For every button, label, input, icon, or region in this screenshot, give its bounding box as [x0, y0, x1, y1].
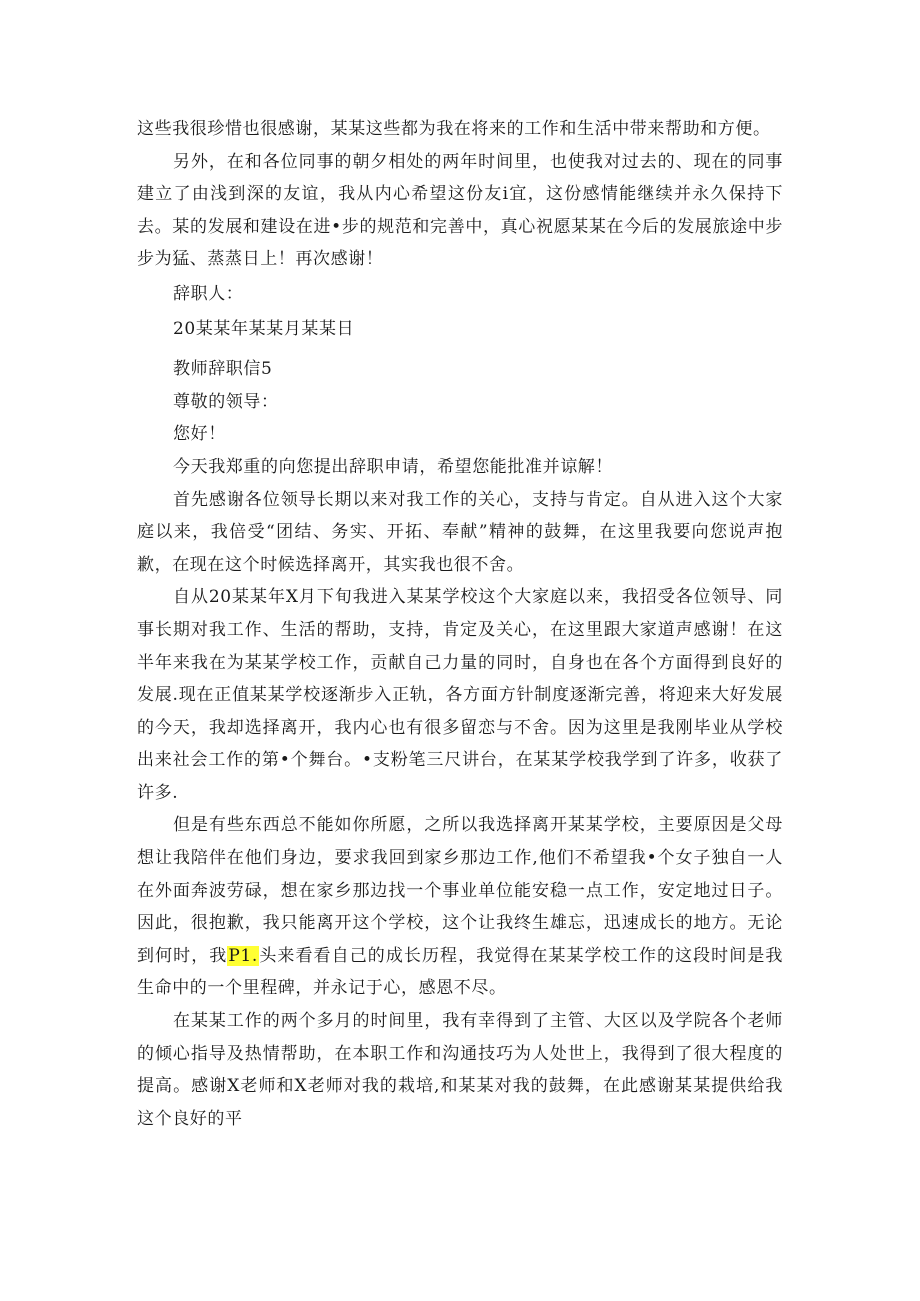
paragraph-4: 首先感谢各位领导长期以来对我工作的关心，支持与肯定。自从进入这个大家庭以来，我倍受“团结、务实、开拓、奉献”精神的鼓舞，在这里我要向您说声抱歉，在现在这个时候选择离开，其实我也很不舍。 [137, 489, 783, 575]
salutation: 尊敬的领导： [173, 391, 279, 412]
paragraph-6-text-a: 但是有些东西总不能如你所愿，之所以我选择离开某某学校，主要原因是父母想让我陪伴在他们身边，要求我回到家乡那边工作,他们不希望我•个女子独自一人在外面奔波劳碌，想在家乡那边找一个事业单位能安稳一点工作，安定地过日子。因此，很抱歉，我只能离开这个学校，这个让我终生雄忘，迅速成长的地方。无论到何时，我 [137, 815, 783, 966]
signature-line: 辞职人： [173, 283, 244, 304]
paragraph-1: 这些我很珍惜也很感谢，某某这些都为我在将来的工作和生活中带来帮助和方便。 [137, 119, 771, 139]
highlighted-text: P1. [228, 945, 258, 966]
date-line: 20某某年某某月某某日 [173, 318, 355, 339]
letter-title: 教师辞职信5 [173, 359, 273, 380]
paragraph-7: 在某某工作的两个多月的时间里，我有幸得到了主管、大区以及学院各个老师的倾心指导及热情帮助，在本职工作和沟通技巧为人处世上，我得到了很大程度的提高。感谢X老师和X老师对我的栽培,和某某对我的鼓舞，在此感谢某某提供给我这个良好的平 [137, 1011, 783, 1129]
paragraph-6 [137, 809, 783, 1005]
document-page [137, 113, 783, 1135]
paragraph-6-text-b: 头来看看自己的成长历程，我觉得在某某学校工作的这段时间是我生命中的一个里程碑，并永记于心，感恩不尽。 [137, 945, 783, 999]
paragraph-3: 今天我郑重的向您提出辞职申请，希望您能批准并谅解！ [173, 456, 613, 477]
paragraph-5: 自从20某某年X月下旬我进入某某学校这个大家庭以来，我招受各位领导、同事长期对我工作、生活的帮助，支持，肯定及关心，在这里跟大家道声感谢！在这半年来我在为某某学校工作，贡献自己力量的同时，自身也在各个方面得到良好的发展.现在正值某某学校逐渐步入正轨，各方面方针制度逐渐完善，将迎来大好发展的今天，我却选择离开，我内心也有很多留恋与不舍。因为这里是我刚毕业从学校出来社会工作的第•个舞台。•支粉笔三尺讲台，在某某学校我学到了许多，收获了许多. [137, 587, 783, 803]
paragraph-2: 另外，在和各位同事的朝夕相处的两年时间里，也使我对过去的、现在的同事建立了由浅到深的友谊，我从内心希望这份友i宜，这份感情能继续并永久保持下去。某的发展和建设在进•步的规范和完善中，真心祝愿某某在今后的发展旅途中步步为猛、蒸蒸日上！再次感谢！ [137, 151, 783, 270]
greeting: 您好！ [173, 424, 226, 445]
